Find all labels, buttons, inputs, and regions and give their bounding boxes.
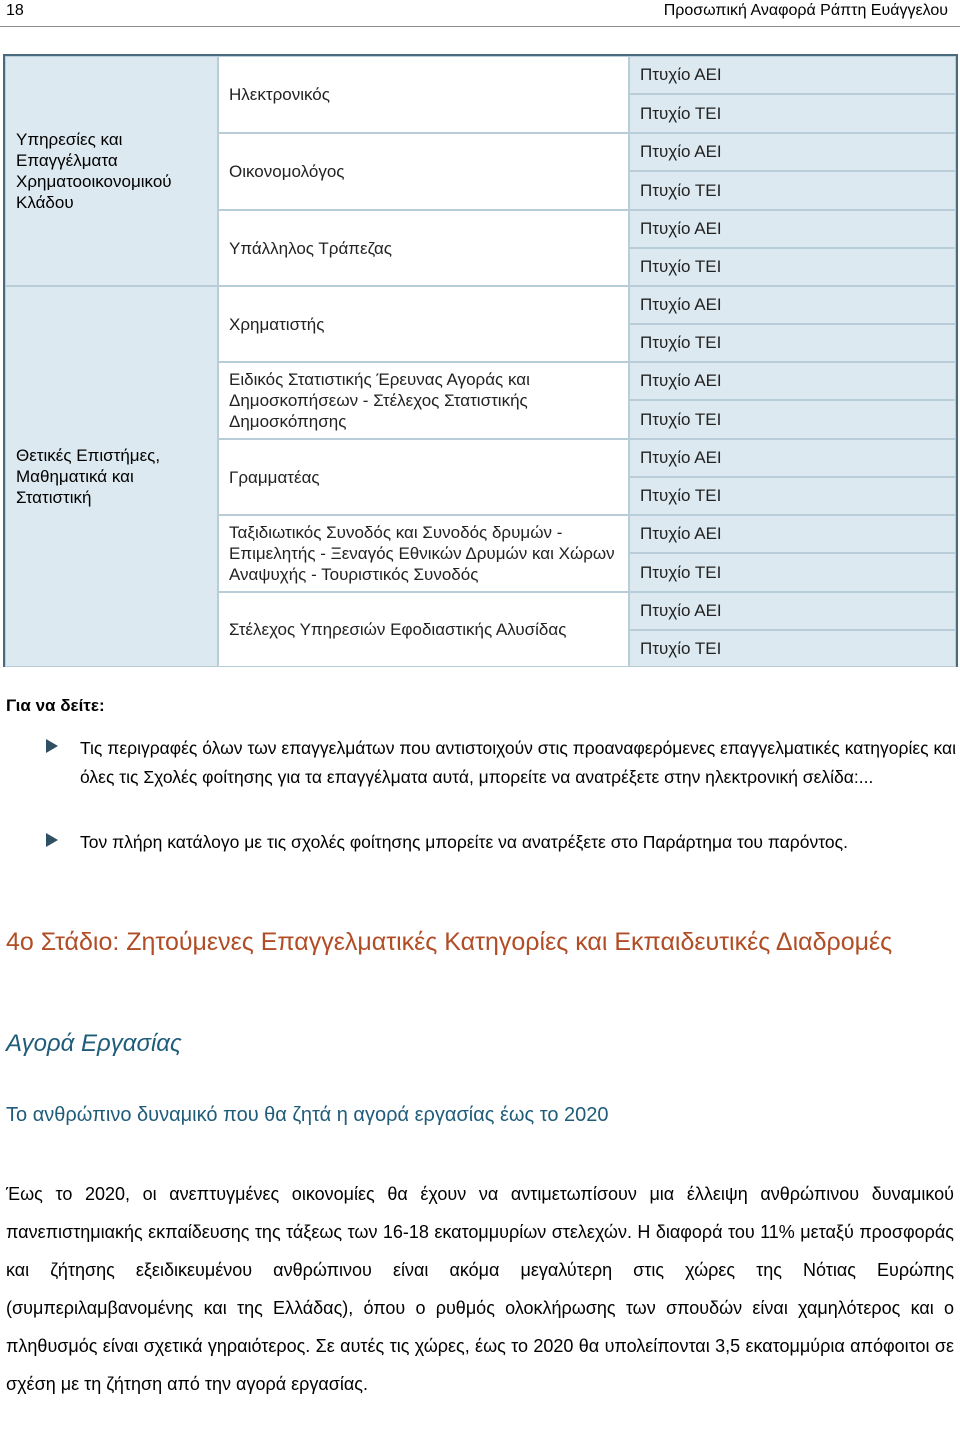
- occupation-label: Υπάλληλος Τράπεζας: [229, 238, 392, 258]
- page-header: [0, 0, 960, 27]
- section-heading: 4ο Στάδιο: Ζητούμενες Επαγγελματικές Κατηγορίες και Εκπαιδευτικές Διαδρομές: [6, 928, 893, 956]
- degree-cell: [629, 515, 956, 553]
- category-cell: [5, 286, 218, 667]
- degree-label: Πτυχίο ΑΕΙ: [640, 142, 722, 161]
- occupation-label: Γραμματέας: [229, 467, 320, 487]
- category-label: Υπηρεσίες και Επαγγέλματα Χρηματοοικονομικού Κλάδου: [16, 130, 172, 212]
- degree-cell: [629, 362, 956, 400]
- degree-cell: [629, 477, 956, 515]
- degree-cell: [629, 171, 956, 210]
- degree-cell: [629, 133, 956, 171]
- degree-cell: [629, 592, 956, 630]
- occupation-label: Ηλεκτρονικός: [229, 85, 330, 104]
- occupation-cell: [218, 362, 629, 439]
- occupation-label: Οικονομολόγος: [229, 162, 345, 181]
- degree-label: Πτυχίο ΤΕΙ: [640, 180, 722, 200]
- degree-label: Πτυχίο ΤΕΙ: [640, 103, 722, 123]
- degree-cell: [629, 553, 956, 592]
- degree-label: Πτυχίο ΤΕΙ: [640, 638, 722, 658]
- degree-label: Πτυχίο ΑΕΙ: [640, 219, 722, 238]
- degree-cell: [629, 286, 956, 324]
- occupation-cell: [218, 592, 629, 667]
- occupation-label: Στέλεχος Υπηρεσιών Εφοδιαστικής Αλυσίδας: [229, 620, 567, 639]
- body-paragraph: Έως το 2020, οι ανεπτυγμένες οικονομίες θα έχουν να αντιμετωπίσουν μια έλλειψη ανθρώπινου δυναμικού πανεπιστημιακής εκπαίδευσης της τάξεως των 16-18 εκατομμυρίων στελεχών. Η διαφορά του 11% μεταξύ προσφοράς και ζήτησης εξειδικευμένου ανθρώπινου είναι ακόμα μεγαλύτερη στις χώρες της Νότιας Ευρώπης (συμπεριλαμβανομένης και της Ελλάδας), όπου ο ρυθμός ολοκλήρωσης των σπουδών είναι χαμηλότερος και ο πληθυσμός είναι σχετικά γηραιότερος. Σε αυτές τις χώρες, έως το 2020 θα υπολείπονται 3,5 εκατομμύρια απόφοιτοι σε σχέση με τη ζήτηση από την αγορά εργασίας.: [6, 1184, 954, 1394]
- triangle-bullet-icon: [46, 739, 58, 753]
- occupation-label: Ειδικός Στατιστικής Έρευνας Αγοράς και Δημοσκοπήσεων - Στέλεχος Στατιστικής Δημοσκόπησης: [229, 370, 530, 431]
- page-number: 18: [6, 2, 24, 19]
- section-subsubheading: Το ανθρώπινο δυναμικό που θα ζητά η αγορά εργασίας έως το 2020: [6, 1104, 609, 1126]
- degree-cell: [629, 210, 956, 248]
- degree-label: Πτυχίο ΤΕΙ: [640, 257, 722, 276]
- degree-cell: [629, 248, 956, 286]
- occupation-label: Ταξιδιωτικός Συνοδός και Συνοδός δρυμών - Επιμελητής - Ξεναγός Εθνικών Δρυμών και Χώρων Αναψυχής - Τουριστικός Συνοδός: [229, 523, 615, 584]
- degree-label: Πτυχίο ΑΕΙ: [640, 448, 722, 467]
- degree-cell: [629, 56, 956, 94]
- degree-cell: [629, 94, 956, 133]
- occupation-cell: [218, 515, 629, 592]
- degree-label: Πτυχίο ΑΕΙ: [640, 295, 722, 314]
- see-also-title: Για να δείτε:: [6, 696, 105, 715]
- section-subheading: Αγορά Εργασίας: [6, 1030, 182, 1057]
- degree-label: Πτυχίο ΤΕΙ: [640, 409, 722, 429]
- degree-label: Πτυχίο ΤΕΙ: [640, 333, 722, 352]
- degree-label: Πτυχίο ΑΕΙ: [640, 65, 722, 84]
- degree-label: Πτυχίο ΑΕΙ: [640, 371, 722, 390]
- degree-label: Πτυχίο ΤΕΙ: [640, 486, 722, 505]
- degree-cell: [629, 630, 956, 667]
- degree-cell: [629, 439, 956, 477]
- occupation-cell: [218, 439, 629, 515]
- occupation-cell: [218, 210, 629, 286]
- category-cell: [5, 56, 218, 286]
- occupations-table: [3, 54, 958, 667]
- occupation-cell: [218, 56, 629, 133]
- bullet-text: Τις περιγραφές όλων των επαγγελμάτων που αντιστοιχούν στις προαναφερόμενες επαγγελματικές κατηγορίες και όλες τις Σχολές φοίτησης για τα επαγγέλματα αυτά, μπορείτε να ανατρέξετε στην ηλεκτρονική σελίδα:...: [80, 738, 956, 787]
- degree-cell: [629, 324, 956, 362]
- bullet-text: Τον πλήρη κατάλογο με τις σχολές φοίτησης μπορείτε να ανατρέξετε στο Παράρτημα του παρόντος.: [80, 832, 848, 852]
- occupation-label: Χρηματιστής: [229, 314, 325, 334]
- occupation-cell: [218, 286, 629, 362]
- category-label: Θετικές Επιστήμες, Μαθηματικά και Στατιστική: [16, 446, 161, 507]
- running-title: Προσωπική Αναφορά Ράπτη Ευάγγελου: [663, 2, 948, 19]
- degree-cell: [629, 400, 956, 439]
- degree-label: Πτυχίο ΑΕΙ: [640, 601, 722, 620]
- occupation-cell: [218, 133, 629, 210]
- degree-label: Πτυχίο ΤΕΙ: [640, 562, 722, 582]
- degree-label: Πτυχίο ΑΕΙ: [640, 524, 722, 543]
- triangle-bullet-icon: [46, 833, 58, 847]
